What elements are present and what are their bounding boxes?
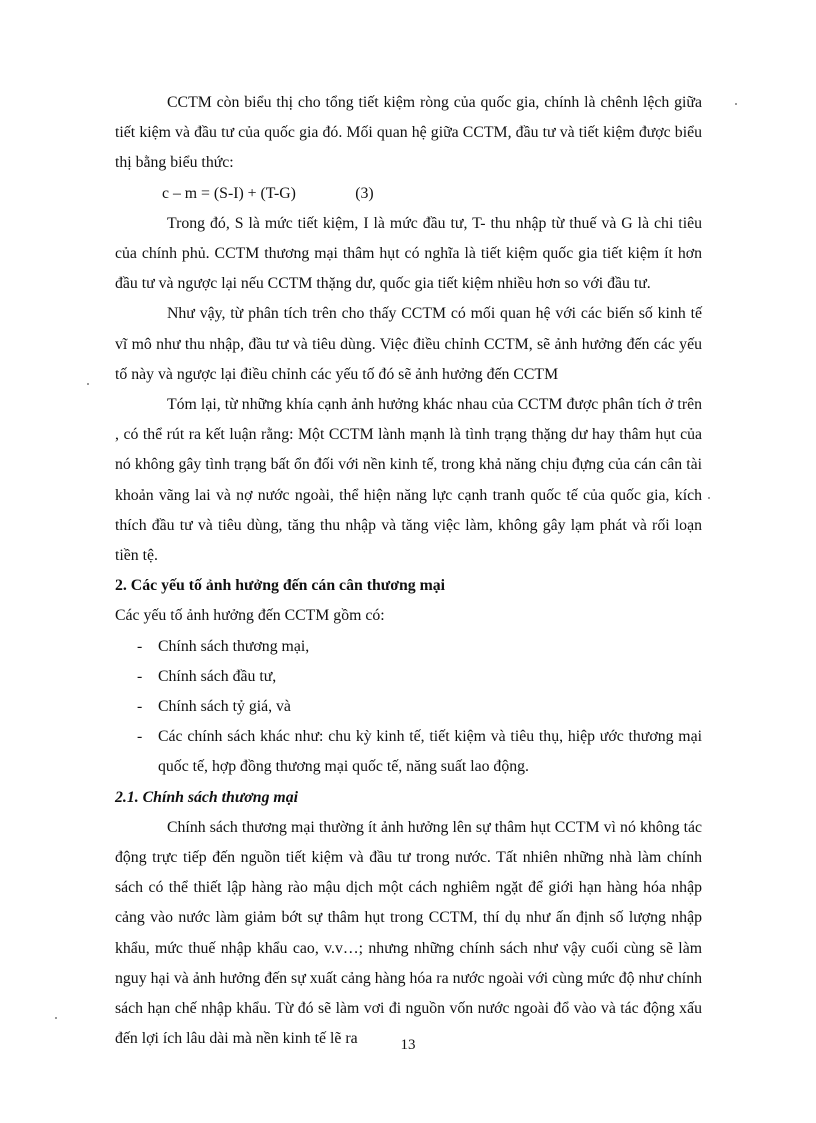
list-item: - Chính sách đầu tư, [115,662,702,692]
section-intro: Các yếu tố ảnh hưởng đến CCTM gồm có: [115,607,385,625]
bullet-dash: - [137,728,143,746]
paragraph-conclusion: Tóm lại, từ những khía cạnh ảnh hưởng khác nhau của CCTM được phân tích ở trên , có thể rút ra kết luận rằng: Một CCTM lành mạnh là tình trạng thặng dư hay thâm hụt của nó không gây tình trạng bất ổn đối với nền kinh tế, trong khả năng chịu đựng của cán cân tài khoản vãng lai và nợ nước ngoài, thể hiện năng lực cạnh tranh quốc tế của quốc gia, kích thích đầu tư và tiêu dùng, tăng thu nhập và tăng việc làm, không gây lạm phát và rối loạn tiền tệ. [115,396,702,565]
scan-speck [708,497,710,499]
paragraph-trade-policy: Chính sách thương mại thường ít ảnh hưởng lên sự thâm hụt CCTM vì nó không tác động trực tiếp đến nguồn tiết kiệm và đầu tư trong nước. Tất nhiên những nhà làm chính sách có thể thiết lập hàng rào mậu dịch một cách nghiêm ngặt để giới hạn hàng hóa nhập cảng vào nước làm giảm bớt sự thâm hụt trong CCTM, thí dụ như ấn định số lượng nhập khẩu, mức thuế nhập khẩu cao, v.v…; nhưng những chính sách như vậy cuối cùng sẽ làm nguy hại và ảnh hưởng đến sự xuất cảng hàng hóa ra nước ngoài với cùng mức độ như chính sách hạn chế nhập khẩu. Từ đó sẽ làm vơi đi nguồn vốn nước ngoài đổ vào và tác động xấu đến lợi ích lâu dài mà nền kinh tế lẽ ra [115,818,702,1048]
list-item: - Chính sách thương mại, [115,632,702,662]
formula-number: (3) [355,184,374,202]
list-item: - Các chính sách khác như: chu kỳ kinh tế, tiết kiệm và tiêu thụ, hiệp ước thương mại quốc tế, hợp đồng thương mại quốc tế, năng suất lao động. [115,722,702,782]
scan-speck [735,103,737,105]
paragraph-macro-relations: Như vậy, từ phân tích trên cho thấy CCTM có mối quan hệ với các biến số kinh tế vĩ mô như thu nhập, đầu tư và tiêu dùng. Việc điều chỉnh CCTM, sẽ ảnh hưởng đến các yếu tố này và ngược lại điều chỉnh các yếu tố đó sẽ ảnh hưởng đến CCTM [115,305,702,383]
subsection-heading: 2.1. Chính sách thương mại [115,788,298,806]
bullet-dash: - [137,698,143,716]
scan-speck [87,383,89,385]
bullet-dash: - [137,637,143,655]
page-body [115,88,702,1055]
scan-speck [55,1017,57,1019]
paragraph-cctm-savings: CCTM còn biểu thị cho tổng tiết kiệm ròng của quốc gia, chính là chênh lệch giữa tiết kiệm và đầu tư của quốc gia đó. Mối quan hệ giữa CCTM, đầu tư và tiết kiệm được biểu thị bằng biểu thức: [115,94,702,172]
bullet-dash: - [137,667,143,685]
factor-list [115,632,702,783]
section-heading: 2. Các yếu tố ảnh hưởng đến cán cân thương mại [115,577,446,595]
formula-line [115,179,702,209]
paragraph-definitions: Trong đó, S là mức tiết kiệm, I là mức đầu tư, T- thu nhập từ thuế và G là chi tiêu của chính phủ. CCTM thương mại thâm hụt có nghĩa là tiết kiệm quốc gia tiết kiệm ít hơn đầu tư và ngược lại nếu CCTM thặng dư, quốc gia tiết kiệm nhiều hơn so với đầu tư. [115,214,702,293]
formula: c – m = (S-I) + (T-G) [162,184,296,202]
page-number: 13 [400,1037,416,1053]
list-item: - Chính sách tỷ giá, và [115,692,702,722]
